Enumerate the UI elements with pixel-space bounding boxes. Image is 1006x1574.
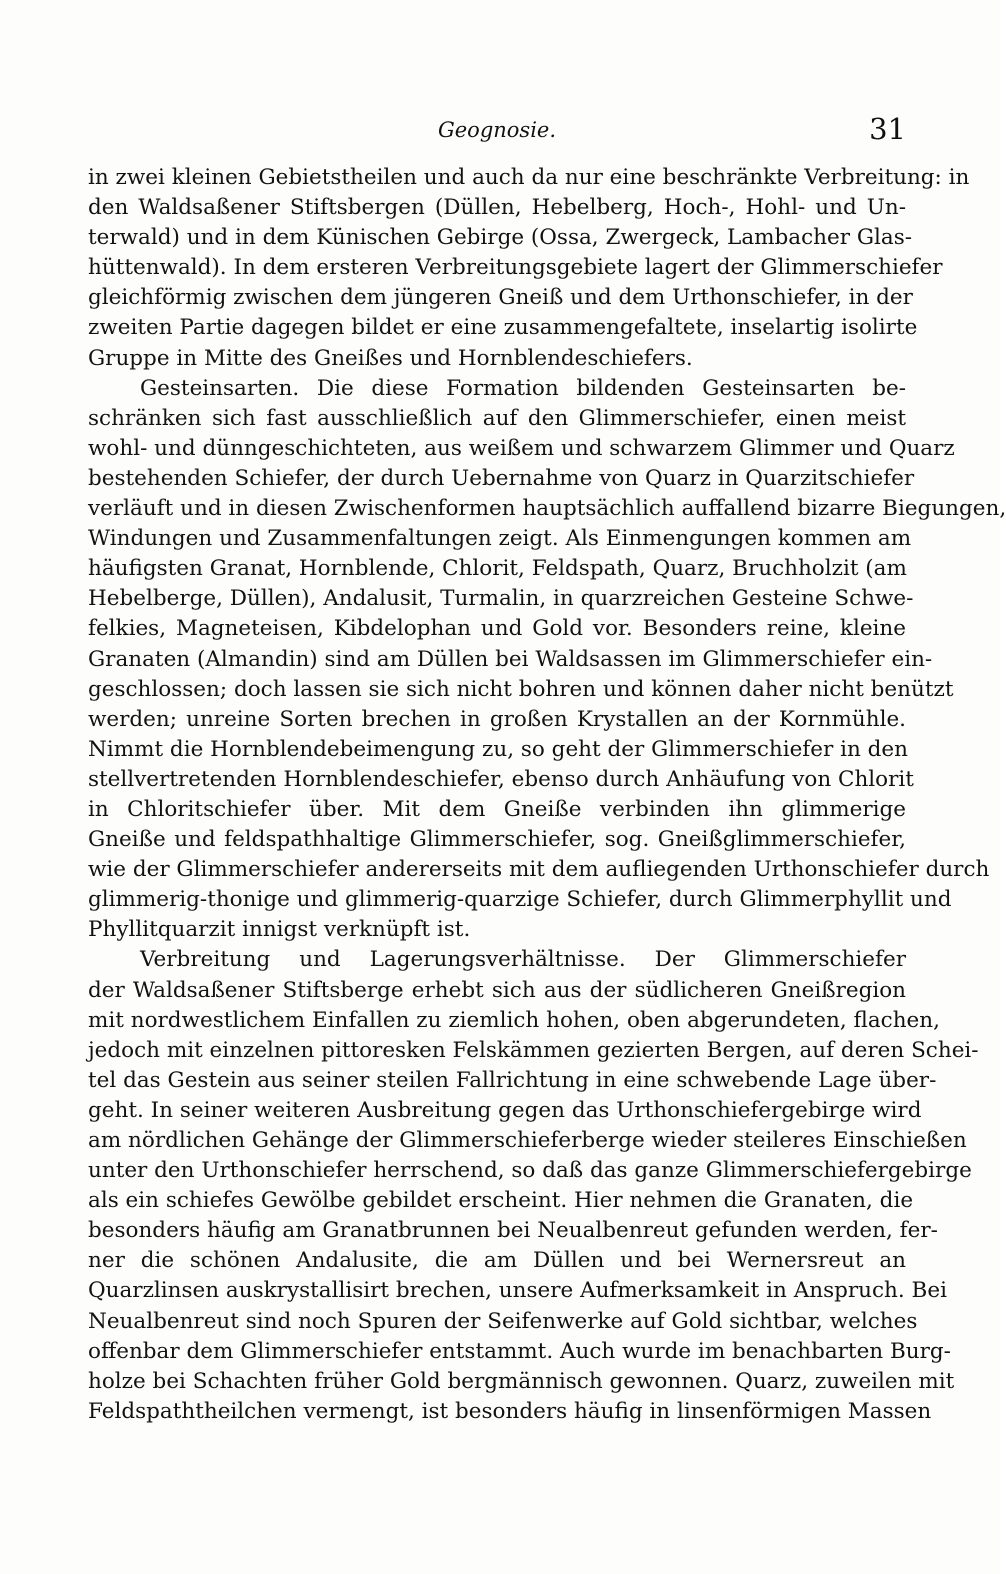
text-line: unter den Urthonschiefer herrschend, so daß das ganze Glimmerschiefergebirge <box>88 1158 972 1184</box>
text-line: in zwei kleinen Gebietstheilen und auch da nur eine beschränkte Verbreitung: in <box>88 165 970 190</box>
text-line: Gruppe in Mitte des Gneißes und Hornblendeschiefers. <box>88 345 693 371</box>
text-line: gleichförmig zwischen dem jüngeren Gneiß und dem Urthonschiefer, in der <box>88 285 913 311</box>
text-line: Feldspaththeilchen vermengt, ist besonders häufig in linsenförmigen Massen <box>88 1398 932 1424</box>
section-heading-line: Verbreitung und Lagerungsverhältnisse. Der Glimmerschiefer <box>140 947 906 973</box>
text-line: bestehenden Schiefer, der durch Uebernahme von Quarz in Quarzitschiefer <box>88 465 915 491</box>
text-line: Neualbenreut sind noch Spuren der Seifenwerke auf Gold sichtbar, welches <box>88 1308 918 1334</box>
page-number: 31 <box>869 112 906 146</box>
text-line: zweiten Partie dagegen bildet er eine zusammengefaltete, inselartig isolirte <box>88 315 918 341</box>
text-line: am nördlichen Gehänge der Glimmerschieferberge wieder steileres Einschießen <box>88 1128 967 1153</box>
text-line: wie der Glimmerschiefer andererseits mit dem aufliegenden Urthonschiefer durch <box>88 857 990 883</box>
text-line: jedoch mit einzelnen pittoresken Felskämmen gezierten Bergen, auf deren Schei- <box>88 1037 979 1063</box>
text-line: terwald) und in dem Künischen Gebirge (Ossa, Zwergeck, Lambacher Glas- <box>88 225 912 251</box>
text-line: geschlossen; doch lassen sie sich nicht bohren und können daher nicht benützt <box>88 676 954 702</box>
running-title: Geognosie. <box>437 118 557 142</box>
text-line: Granaten (Almandin) sind am Düllen bei Waldsassen im Glimmerschiefer ein- <box>88 646 933 672</box>
text-line: den Waldsaßener Stiftsbergen (Düllen, Hebelberg, Hoch-, Hohl- und Un- <box>88 195 906 221</box>
text-line: stellvertretenden Hornblendeschiefer, ebenso durch Anhäufung von Chlorit <box>88 766 914 792</box>
text-line: Phyllitquarzit innigst verknüpft ist. <box>88 917 471 943</box>
text-line: verläuft und in diesen Zwischenformen hauptsächlich auffallend bizarre Biegungen, <box>88 496 1006 522</box>
text-line: schränken sich fast ausschließlich auf den Glimmerschiefer, einen meist <box>88 405 906 431</box>
section-heading-line: Gesteinsarten. Die diese Formation bildenden Gesteinsarten be- <box>140 375 906 401</box>
text-line: Hebelberge, Düllen), Andalusit, Turmalin, in quarzreichen Gesteine Schwe- <box>88 586 914 612</box>
text-line: wohl- und dünngeschichteten, aus weißem und schwarzem Glimmer und Quarz <box>88 435 955 461</box>
text-line: werden; unreine Sorten brechen in großen Krystallen an der Kornmühle. <box>88 706 906 732</box>
text-line: geht. In seiner weiteren Ausbreitung gegen das Urthonschiefergebirge wird <box>88 1097 922 1123</box>
running-head <box>88 112 906 148</box>
text-line: mit nordwestlichem Einfallen zu ziemlich hohen, oben abgerundeten, flachen, <box>88 1007 940 1033</box>
text-line: tel das Gestein aus seiner steilen Fallrichtung in eine schwebende Lage über- <box>88 1067 937 1093</box>
text-line: hüttenwald). In dem ersteren Verbreitungsgebiete lagert der Glimmerschiefer <box>88 255 943 281</box>
text-line: offenbar dem Glimmerschiefer entstammt. Auch wurde im benachbarten Burg- <box>88 1338 951 1364</box>
text-line: als ein schiefes Gewölbe gebildet erscheint. Hier nehmen die Granaten, die <box>88 1188 914 1214</box>
text-line: Quarzlinsen auskrystallisirt brechen, unsere Aufmerksamkeit in Anspruch. Bei <box>88 1278 947 1304</box>
text-line: in Chloritschiefer über. Mit dem Gneiße verbinden ihn glimmerige <box>88 796 906 822</box>
text-line: holze bei Schachten früher Gold bergmännisch gewonnen. Quarz, zuweilen mit <box>88 1368 955 1394</box>
text-line: Nimmt die Hornblendebeimengung zu, so geht der Glimmerschiefer in den <box>88 736 908 762</box>
text-line: der Waldsaßener Stiftsberge erhebt sich aus der südlicheren Gneißregion <box>88 977 906 1003</box>
text-line: felkies, Magneteisen, Kibdelophan und Gold vor. Besonders reine, kleine <box>88 616 906 642</box>
text-line: Windungen und Zusammenfaltungen zeigt. Als Einmengungen kommen am <box>88 526 912 552</box>
text-line: glimmerig-thonige und glimmerig-quarzige Schiefer, durch Glimmerphyllit und <box>88 887 952 913</box>
text-line: häufigsten Granat, Hornblende, Chlorit, Feldspath, Quarz, Bruchholzit (am <box>88 556 907 582</box>
text-line: ner die schönen Andalusite, die am Düllen und bei Wernersreut an <box>88 1248 906 1274</box>
text-line: besonders häufig am Granatbrunnen bei Neualbenreut gefunden werden, fer- <box>88 1218 938 1244</box>
body-text <box>88 163 1006 1427</box>
text-line: Gneiße und feldspathhaltige Glimmerschiefer, sog. Gneißglimmerschiefer, <box>88 827 906 853</box>
